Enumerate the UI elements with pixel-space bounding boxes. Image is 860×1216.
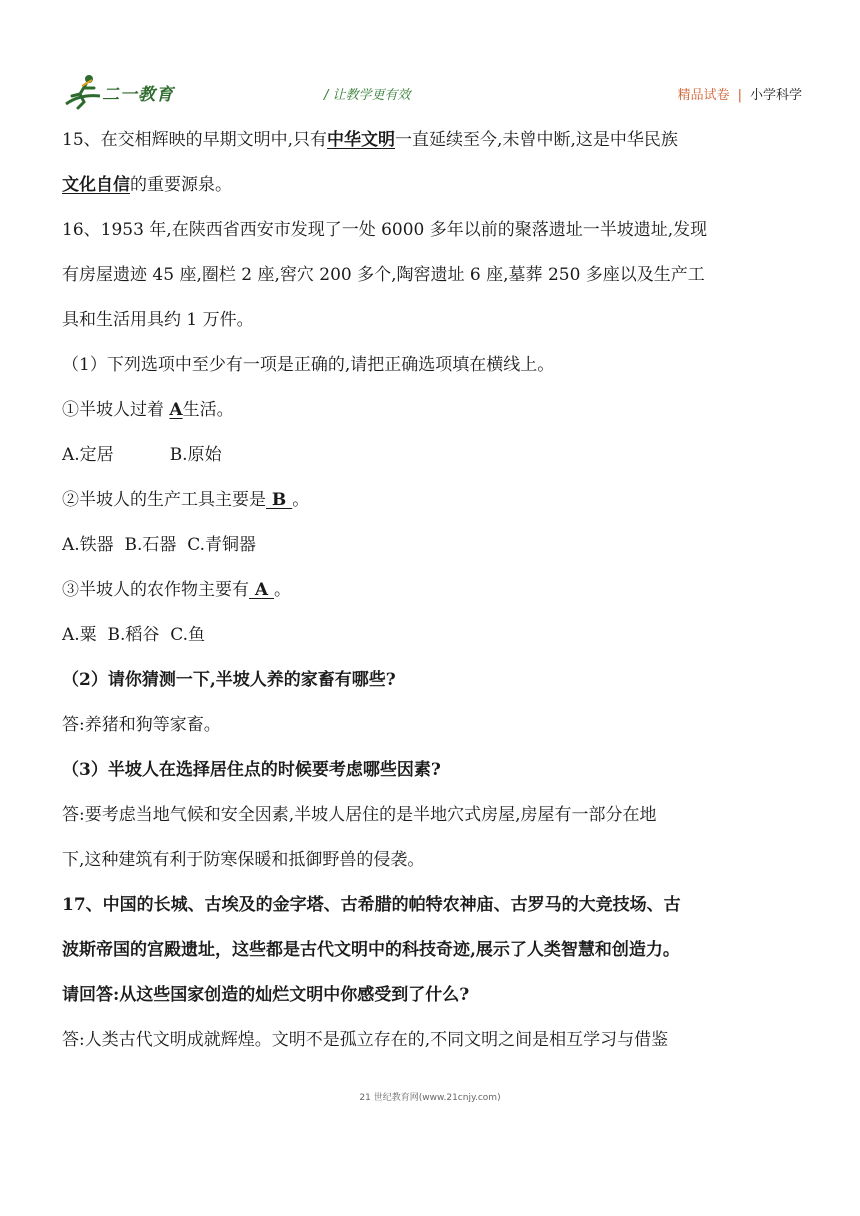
q15-text: 一直延续至今,未曾中断,这是中华民族 [395,130,678,150]
header-right [678,84,802,103]
q16-sub-2-text: ②半坡人的生产工具主要是 [62,490,266,510]
q16-sub-1 [62,388,804,433]
runner-logo-icon [62,74,104,112]
q16-sub-2 [62,478,804,523]
subject-label: 小学科学 [749,88,802,103]
q16-part-1: （1）下列选项中至少有一项是正确的,请把正确选项填在横线上。 [62,355,555,375]
q16-sub-3-options: A.粟 B.稻谷 C.鱼 [62,625,205,645]
q16-part-3: （3）半坡人在选择居住点的时候要考虑哪些因素? [62,760,441,780]
q15-answer-1: 中华文明 [327,130,396,150]
logo-text: 二一教育 [102,85,174,105]
q17-line-2: 波斯帝国的宫殿遗址，这些都是古代文明中的科技奇迹,展示了人类智慧和创造力。 [62,940,680,960]
q16-sub-2-text: 。 [292,490,310,510]
q16-sub-1-text: ①半坡人过着 [62,400,170,420]
quality-label: 精品试卷 [677,88,730,103]
q16-sub-1-options [62,433,804,478]
q16-part-2-answer: 答:养猪和狗等家畜。 [62,715,221,735]
q17-line-3: 请回答:从这些国家创造的灿烂文明中你感受到了什么? [62,985,470,1005]
q15-text: 的重要源泉。 [130,175,232,195]
q16-sub-1-answer: A [169,400,183,420]
option-b: B.原始 [169,445,222,465]
q16-sub-3 [62,568,804,613]
q15-answer-2: 文化自信 [62,175,130,195]
q16-line-2: 有房屋遗迹 45 座,圈栏 2 座,窖穴 200 多个,陶窖遗址 6 座,墓葬 250 多座以及生产工 [62,265,705,285]
q16-sub-3-answer: A [249,580,275,600]
q15-line-2 [62,163,804,208]
q17-line-1: 17、中国的长城、古埃及的金字塔、古希腊的帕特农神庙、古罗马的大竞技场、古 [62,895,681,915]
q15-text: 15、在交相辉映的早期文明中,只有 [62,130,328,150]
q16-part-3-answer-1: 答:要考虑当地气候和安全因素,半坡人居住的是半地穴式房屋,房屋有一部分在地 [62,805,657,825]
q16-sub-3-text: 。 [274,580,292,600]
q16-line-1: 16、1953 年,在陕西省西安市发现了一处 6000 多年以前的聚落遗址一半坡遗址,发现 [62,220,708,240]
q16-part-2: （2）请你猜测一下,半坡人养的家畜有哪些? [62,670,396,690]
q16-sub-2-options: A.铁器 B.石器 C.青铜器 [62,535,256,555]
slogan: / 让教学更有效 [324,88,411,103]
q15-line-1 [62,118,804,163]
q16-sub-1-text: 生活。 [182,400,234,420]
q16-sub-3-text: ③半坡人的农作物主要有 [62,580,249,600]
q17-answer: 答:人类古代文明成就辉煌。文明不是孤立存在的,不同文明之间是相互学习与借鉴 [62,1030,669,1050]
option-a: A.定居 [62,445,114,465]
header-separator: | [737,88,742,103]
q16-sub-2-answer: B [266,490,293,510]
page-header [62,72,802,112]
q16-line-3: 具和生活用具约 1 万件。 [62,310,254,330]
q16-part-3-answer-2: 下,这种建筑有利于防寒保暖和抵御野兽的侵袭。 [62,850,425,870]
document-body [62,118,804,1063]
logo [62,72,182,112]
page-footer: 21 世纪教育网(www.21cnjy.com) [359,1093,501,1103]
